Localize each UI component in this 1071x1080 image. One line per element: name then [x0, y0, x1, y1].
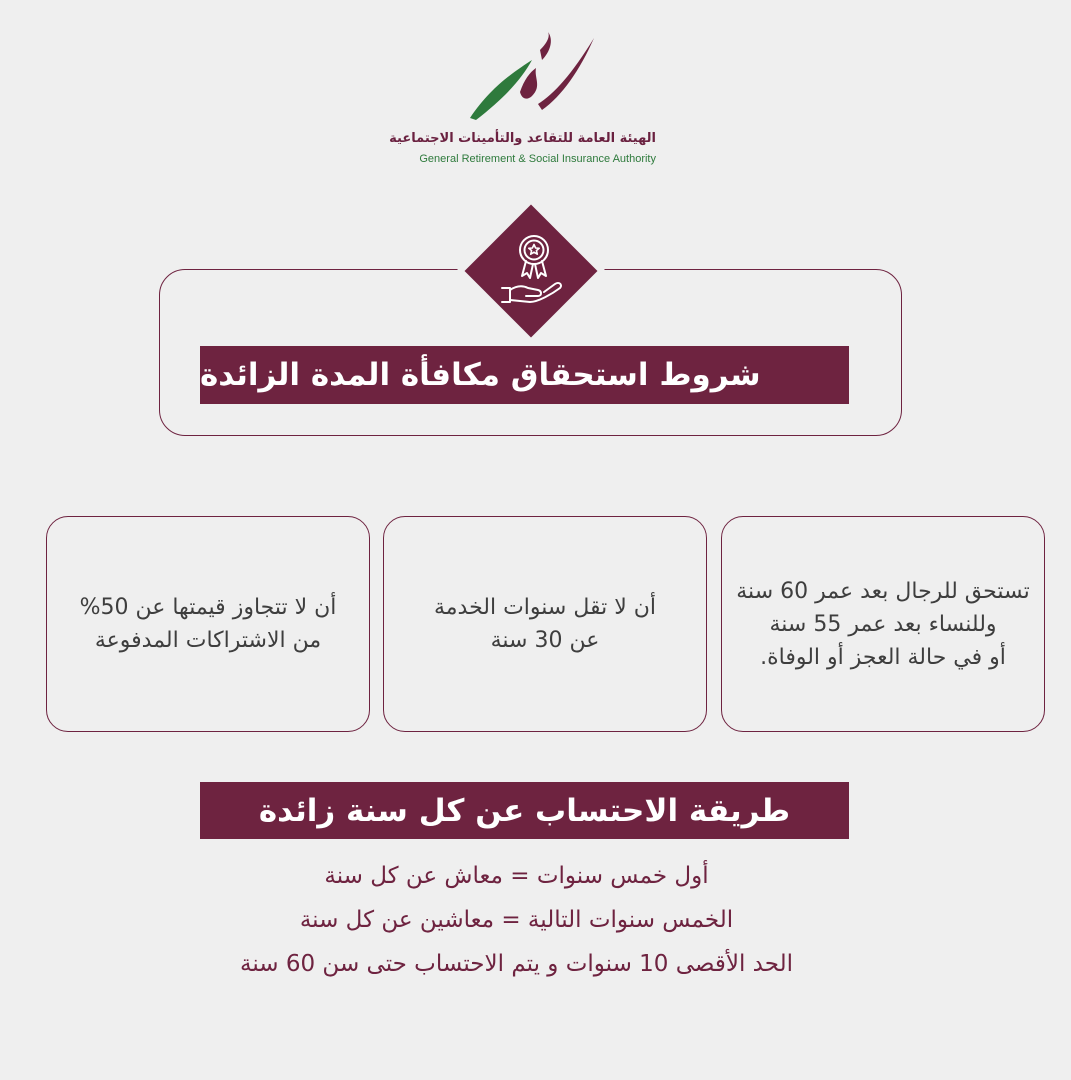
authority-name-english: General Retirement & Social Insurance Authority — [419, 153, 656, 165]
page-title: شروط استحقاق مكافأة المدة الزائدة — [200, 357, 761, 393]
condition-text-age: تستحق للرجال بعد عمر 60 سنة وللنساء بعد عمر 55 سنة أو في حالة العجز أو الوفاة. — [736, 578, 1030, 670]
award-hand-icon — [496, 230, 568, 306]
condition-card-age — [721, 516, 1045, 732]
calculation-rule: الخمس سنوات التالية = معاشين عن كل سنة — [299, 907, 734, 933]
calculation-rule: أول خمس سنوات = معاش عن كل سنة — [324, 863, 709, 889]
calculation-title: طريقة الاحتساب عن كل سنة زائدة — [258, 792, 791, 829]
calculation-banner — [200, 782, 849, 839]
calculation-rules — [100, 854, 933, 986]
condition-card-value-limit — [46, 516, 370, 732]
condition-card-service-years — [383, 516, 707, 732]
condition-text-value-limit: أن لا تتجاوز قيمتها عن 50% من الاشتراكات المدفوعة — [79, 595, 337, 653]
title-banner — [200, 346, 849, 404]
authority-name-arabic: الهيئة العامة للتقاعد والتأمينات الاجتماعية — [389, 131, 656, 146]
condition-text-service-years: أن لا تقل سنوات الخدمة عن 30 سنة — [433, 595, 657, 653]
authority-logo-mark — [462, 30, 602, 130]
calculation-rule: الحد الأقصى 10 سنوات و يتم الاحتساب حتى سن 60 سنة — [239, 951, 793, 977]
